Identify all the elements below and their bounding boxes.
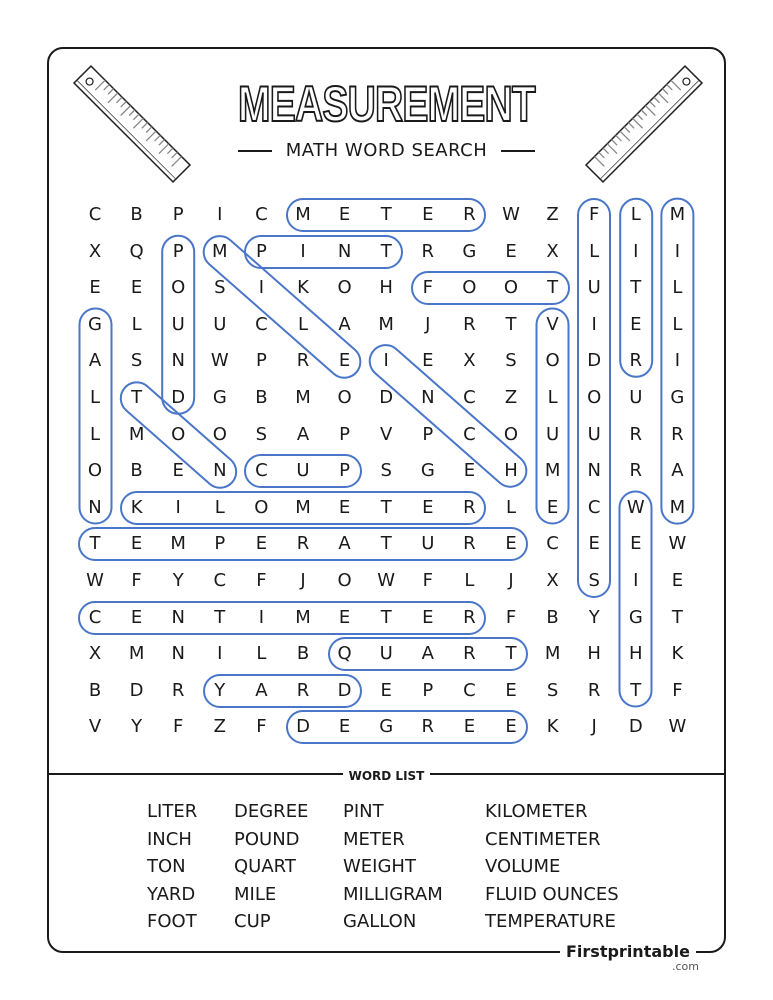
grid-cell[interactable]: T: [89, 533, 101, 555]
grid-cell[interactable]: C: [213, 570, 227, 591]
grid-cell[interactable]: W: [502, 204, 520, 225]
grid-cell[interactable]: M: [295, 204, 311, 225]
grid-cell[interactable]: L: [464, 570, 475, 591]
word-list-item: DEGREE: [234, 801, 309, 822]
word-list-item: INCH: [147, 828, 192, 850]
grid-cell[interactable]: I: [633, 240, 639, 262]
grid-cell[interactable]: K: [546, 716, 559, 738]
grid-cell[interactable]: W: [668, 533, 687, 555]
grid-cell[interactable]: O: [462, 277, 477, 299]
grid-cell[interactable]: N: [171, 606, 185, 628]
grid-cell[interactable]: B: [546, 606, 559, 628]
grid-cell[interactable]: T: [380, 496, 392, 518]
grid-cell[interactable]: E: [338, 606, 351, 628]
grid-cell[interactable]: R: [463, 204, 476, 225]
grid-cell[interactable]: Z: [546, 204, 559, 225]
grid-cell[interactable]: N: [337, 240, 352, 262]
grid-cell[interactable]: W: [377, 570, 396, 591]
grid-cell[interactable]: G: [670, 387, 685, 408]
grid-cell[interactable]: E: [505, 716, 517, 738]
grid-cell[interactable]: E: [630, 313, 642, 335]
grid-cell[interactable]: O: [503, 423, 519, 445]
word-list-column-2: [234, 798, 308, 936]
grid-cell[interactable]: O: [212, 423, 227, 445]
word-list-column-1: [147, 798, 197, 936]
grid-cell[interactable]: Z: [213, 716, 226, 738]
grid-cell[interactable]: R: [463, 313, 476, 335]
grid-cell[interactable]: I: [674, 350, 681, 372]
grid-cell[interactable]: I: [591, 313, 597, 335]
grid-cell[interactable]: R: [463, 606, 476, 628]
grid-cell[interactable]: E: [546, 496, 559, 518]
word-list-item: YARD: [147, 883, 196, 905]
grid-cell[interactable]: E: [422, 204, 434, 225]
grid-cell[interactable]: E: [338, 350, 351, 372]
grid-cell[interactable]: X: [546, 570, 559, 591]
grid-cell[interactable]: Q: [337, 643, 352, 665]
grid-cell[interactable]: N: [213, 460, 227, 482]
grid-cell[interactable]: C: [546, 533, 559, 555]
word-list-item: VOLUME: [485, 856, 561, 877]
grid-cell[interactable]: H: [504, 460, 518, 482]
grid-cell[interactable]: U: [379, 643, 393, 665]
grid-cell[interactable]: E: [463, 460, 476, 482]
grid-cell[interactable]: C: [255, 204, 268, 225]
word-list-item: TEMPERATURE: [485, 911, 616, 932]
grid-cell[interactable]: U: [629, 387, 643, 408]
grid-cell[interactable]: Y: [588, 606, 600, 628]
word-list-column-4: [485, 798, 619, 936]
grid-cell[interactable]: L: [89, 387, 101, 408]
grid-cell[interactable]: U: [213, 313, 227, 335]
grid-cell[interactable]: W: [668, 716, 687, 738]
grid-cell[interactable]: N: [171, 350, 185, 372]
grid-cell[interactable]: E: [130, 606, 143, 628]
word-list-item: MILE: [234, 883, 277, 905]
grid-cell[interactable]: E: [422, 606, 434, 628]
grid-cell[interactable]: Y: [172, 570, 184, 591]
grid-cell[interactable]: X: [463, 350, 476, 372]
grid-cell[interactable]: R: [463, 533, 476, 555]
grid-cell[interactable]: B: [130, 204, 143, 225]
grid-cell[interactable]: J: [591, 716, 597, 738]
grid-cell[interactable]: Y: [131, 716, 143, 738]
grid-cell[interactable]: R: [587, 679, 601, 701]
word-list-item: PINT: [343, 801, 384, 822]
grid-cell[interactable]: E: [630, 533, 642, 555]
grid-cell[interactable]: R: [171, 679, 185, 701]
grid-cell[interactable]: C: [88, 606, 102, 628]
grid-cell[interactable]: D: [379, 387, 394, 408]
grid-cell[interactable]: D: [628, 716, 643, 738]
grid-cell[interactable]: E: [338, 716, 351, 738]
grid-cell[interactable]: I: [633, 570, 639, 591]
grid-cell[interactable]: E: [130, 277, 143, 299]
word-list-item: TON: [147, 856, 186, 877]
grid-cell[interactable]: E: [172, 460, 184, 482]
grid-cell[interactable]: K: [671, 643, 684, 665]
grid-cell[interactable]: D: [296, 716, 310, 738]
grid-cell[interactable]: R: [296, 350, 310, 372]
grid-cell[interactable]: P: [172, 240, 184, 262]
grid-cell[interactable]: E: [463, 716, 476, 738]
grid-cell[interactable]: O: [171, 277, 186, 299]
grid-cell[interactable]: F: [131, 570, 142, 591]
grid-cell[interactable]: D: [171, 387, 186, 408]
grid-cell[interactable]: E: [505, 533, 517, 555]
grid-cell[interactable]: A: [671, 460, 684, 482]
grid-cell[interactable]: R: [463, 496, 476, 518]
grid-cell[interactable]: G: [379, 716, 394, 738]
grid-cell[interactable]: G: [462, 240, 477, 262]
grid-cell[interactable]: R: [629, 423, 643, 445]
grid-cell[interactable]: V: [88, 716, 102, 738]
grid-cell[interactable]: N: [421, 387, 435, 408]
grid-cell[interactable]: G: [88, 313, 102, 335]
grid-cell[interactable]: V: [380, 423, 393, 445]
grid-cell[interactable]: O: [587, 387, 602, 408]
grid-cell[interactable]: R: [296, 679, 310, 701]
word-list-item: FOOT: [147, 911, 197, 932]
grid-cell[interactable]: I: [674, 240, 681, 262]
grid-cell[interactable]: M: [128, 643, 145, 665]
grid-cell[interactable]: Y: [214, 679, 226, 701]
word-list-item: LITER: [147, 801, 198, 822]
word-list-item: POUND: [234, 828, 300, 850]
grid-cell[interactable]: A: [338, 313, 351, 335]
grid-cell[interactable]: L: [630, 204, 641, 225]
grid-cell[interactable]: R: [629, 460, 643, 482]
grid-cell[interactable]: R: [463, 643, 476, 665]
grid-cell[interactable]: E: [338, 496, 351, 518]
grid-cell[interactable]: L: [672, 313, 683, 335]
grid-cell[interactable]: U: [171, 313, 185, 335]
grid-cell[interactable]: T: [214, 606, 226, 628]
grid-cell[interactable]: F: [672, 679, 683, 701]
grid-cell[interactable]: W: [626, 496, 645, 518]
grid-cell[interactable]: L: [505, 496, 517, 518]
grid-cell[interactable]: C: [255, 460, 268, 482]
grid-cell[interactable]: M: [544, 643, 561, 665]
grid-cell[interactable]: N: [171, 643, 185, 665]
grid-cell[interactable]: G: [628, 606, 643, 628]
grid-cell[interactable]: G: [420, 460, 435, 482]
word-list-column-3: [343, 798, 443, 936]
grid-cell[interactable]: L: [589, 240, 600, 262]
grid-cell[interactable]: E: [422, 350, 434, 372]
grid-cell[interactable]: U: [587, 423, 601, 445]
grid-cell[interactable]: I: [175, 496, 181, 518]
grid-cell[interactable]: H: [379, 277, 393, 299]
grid-cell[interactable]: F: [256, 716, 267, 738]
grid-cell[interactable]: X: [88, 643, 102, 665]
grid-cell[interactable]: X: [546, 240, 559, 262]
grid-cell[interactable]: T: [505, 643, 517, 665]
grid-cell[interactable]: F: [173, 716, 184, 738]
word-list-item: GALLON: [343, 911, 417, 932]
grid-cell[interactable]: S: [505, 350, 517, 372]
grid-cell[interactable]: P: [172, 204, 184, 225]
grid-cell[interactable]: T: [380, 204, 392, 225]
grid-cell[interactable]: X: [88, 240, 102, 262]
grid-cell[interactable]: L: [256, 643, 267, 665]
grid-cell[interactable]: I: [217, 204, 223, 225]
grid-cell[interactable]: M: [669, 204, 686, 225]
grid-cell[interactable]: B: [255, 387, 268, 408]
grid-cell[interactable]: O: [337, 387, 352, 408]
grid-cell[interactable]: O: [337, 570, 352, 591]
grid-cell[interactable]: N: [88, 496, 102, 518]
grid-cell[interactable]: T: [505, 313, 517, 335]
grid-cell[interactable]: A: [296, 423, 310, 445]
grid-cell[interactable]: U: [296, 460, 310, 482]
grid-cell[interactable]: I: [300, 240, 306, 262]
grid-cell[interactable]: P: [339, 460, 351, 482]
grid-cell[interactable]: M: [295, 606, 311, 628]
grid-cell[interactable]: E: [130, 533, 143, 555]
grid-cell[interactable]: P: [422, 423, 434, 445]
grid-cell[interactable]: C: [463, 423, 476, 445]
grid-cell[interactable]: M: [295, 496, 311, 518]
grid-cell[interactable]: F: [505, 606, 517, 628]
grid-cell[interactable]: J: [425, 313, 431, 335]
grid-cell[interactable]: R: [296, 533, 310, 555]
grid-cell[interactable]: S: [214, 277, 226, 299]
grid-cell[interactable]: V: [546, 313, 559, 335]
grid-cell[interactable]: B: [88, 679, 102, 701]
grid-cell[interactable]: T: [131, 387, 143, 408]
grid-cell[interactable]: P: [214, 533, 226, 555]
grid-cell[interactable]: J: [508, 570, 514, 591]
grid-cell[interactable]: B: [296, 643, 310, 665]
grid-cell[interactable]: K: [297, 277, 309, 299]
grid-cell[interactable]: P: [255, 240, 267, 262]
grid-cell[interactable]: N: [587, 460, 601, 482]
grid-cell[interactable]: E: [505, 240, 517, 262]
grid-cell[interactable]: G: [212, 387, 227, 408]
grid-cell[interactable]: E: [255, 533, 268, 555]
grid-cell[interactable]: L: [547, 387, 558, 408]
grid-cell[interactable]: D: [337, 679, 352, 701]
grid-cell[interactable]: E: [671, 570, 684, 591]
grid-cell[interactable]: F: [589, 204, 600, 225]
grid-cell[interactable]: P: [422, 679, 434, 701]
grid-cell[interactable]: W: [210, 350, 229, 372]
word-list-label-wrap: [0, 765, 773, 784]
grid-cell[interactable]: U: [421, 533, 435, 555]
grid-cell[interactable]: C: [88, 204, 102, 225]
grid-cell[interactable]: L: [672, 277, 683, 299]
grid-cell[interactable]: R: [671, 423, 684, 445]
grid-cell[interactable]: K: [130, 496, 143, 518]
grid-cell[interactable]: U: [587, 277, 601, 299]
grid-cell[interactable]: E: [422, 496, 434, 518]
word-list-item: CENTIMETER: [485, 828, 601, 850]
word-list-item: QUART: [234, 856, 296, 877]
grid-cell[interactable]: B: [130, 460, 143, 482]
brand-logo: [560, 942, 696, 961]
grid-cell[interactable]: E: [338, 204, 351, 225]
grid-cell[interactable]: M: [378, 313, 394, 335]
grid-cell[interactable]: M: [544, 460, 561, 482]
grid-cell[interactable]: L: [131, 313, 142, 335]
word-list-label: WORD LIST: [343, 769, 431, 783]
grid-cell[interactable]: Z: [504, 387, 518, 408]
grid-cell[interactable]: A: [255, 679, 268, 701]
grid-cell[interactable]: E: [505, 679, 517, 701]
grid-cell[interactable]: T: [630, 277, 642, 299]
word-list-item: WEIGHT: [343, 856, 416, 877]
word-list-item: FLUID OUNCES: [485, 883, 619, 905]
grid-cell[interactable]: T: [380, 533, 392, 555]
grid-cell[interactable]: E: [380, 679, 392, 701]
grid-cell[interactable]: O: [503, 277, 519, 299]
grid-cell[interactable]: P: [339, 423, 351, 445]
grid-cell[interactable]: M: [295, 387, 311, 408]
grid-cell[interactable]: O: [87, 460, 103, 482]
grid-cell[interactable]: R: [421, 240, 435, 262]
word-list-item: CUP: [234, 911, 271, 932]
grid-cell[interactable]: I: [383, 350, 389, 372]
grid-cell[interactable]: S: [546, 679, 559, 701]
grid-cell[interactable]: A: [338, 533, 351, 555]
word-list-item: METER: [343, 828, 405, 850]
grid-cell[interactable]: L: [214, 496, 225, 518]
brand-name: Firstprintable: [566, 942, 690, 961]
grid-cell[interactable]: H: [587, 643, 601, 665]
grid-cell[interactable]: O: [337, 277, 352, 299]
grid-cell[interactable]: W: [86, 570, 104, 591]
grid-cell[interactable]: M: [669, 496, 686, 518]
grid-cell[interactable]: U: [546, 423, 560, 445]
grid-cell[interactable]: E: [89, 277, 101, 299]
grid-cell[interactable]: Q: [129, 240, 144, 262]
grid-cell[interactable]: O: [171, 423, 186, 445]
word-list-item: KILOMETER: [485, 801, 588, 822]
grid-cell[interactable]: M: [212, 240, 228, 262]
brand-suffix: .com: [672, 960, 699, 973]
grid-cell[interactable]: F: [422, 570, 433, 591]
grid-cell[interactable]: C: [463, 387, 476, 408]
grid-cell[interactable]: F: [422, 277, 433, 299]
grid-cell[interactable]: T: [380, 606, 392, 628]
grid-cell[interactable]: R: [421, 716, 435, 738]
grid-cell[interactable]: H: [629, 643, 643, 665]
grid-cell[interactable]: D: [129, 679, 144, 701]
grid-cell[interactable]: A: [88, 350, 102, 372]
subtitle: MATH WORD SEARCH: [285, 140, 488, 161]
grid-cell[interactable]: T: [671, 606, 683, 628]
grid-cell[interactable]: M: [128, 423, 145, 445]
grid-cell[interactable]: L: [297, 313, 309, 335]
highlight-degree: [286, 710, 528, 744]
grid-cell[interactable]: E: [588, 533, 600, 555]
grid-cell[interactable]: O: [254, 496, 269, 518]
grid-cell[interactable]: I: [217, 643, 223, 665]
grid-cell[interactable]: D: [587, 350, 602, 372]
grid-cell[interactable]: S: [380, 460, 392, 482]
grid-cell[interactable]: T: [380, 240, 392, 262]
word-list-item: MILLIGRAM: [343, 883, 443, 905]
grid-cell[interactable]: L: [89, 423, 101, 445]
grid-cell[interactable]: C: [255, 313, 268, 335]
grid-cell[interactable]: P: [255, 350, 267, 372]
grid-cell[interactable]: M: [170, 533, 186, 555]
grid-cell[interactable]: S: [130, 350, 143, 372]
grid-cell[interactable]: R: [629, 350, 643, 372]
page-title: MEASUREMENT: [238, 76, 535, 132]
grid-cell[interactable]: O: [545, 350, 560, 372]
grid-cell[interactable]: J: [300, 570, 306, 591]
grid-cell[interactable]: I: [258, 277, 265, 299]
grid-cell[interactable]: F: [256, 570, 267, 591]
grid-cell[interactable]: A: [421, 643, 434, 665]
grid-cell[interactable]: I: [258, 606, 265, 628]
grid-cell[interactable]: C: [463, 679, 476, 701]
grid-cell[interactable]: S: [588, 570, 600, 591]
grid-cell[interactable]: C: [587, 496, 601, 518]
grid-cell[interactable]: S: [255, 423, 268, 445]
grid-cell[interactable]: T: [630, 679, 642, 701]
grid-cell[interactable]: T: [547, 277, 559, 299]
